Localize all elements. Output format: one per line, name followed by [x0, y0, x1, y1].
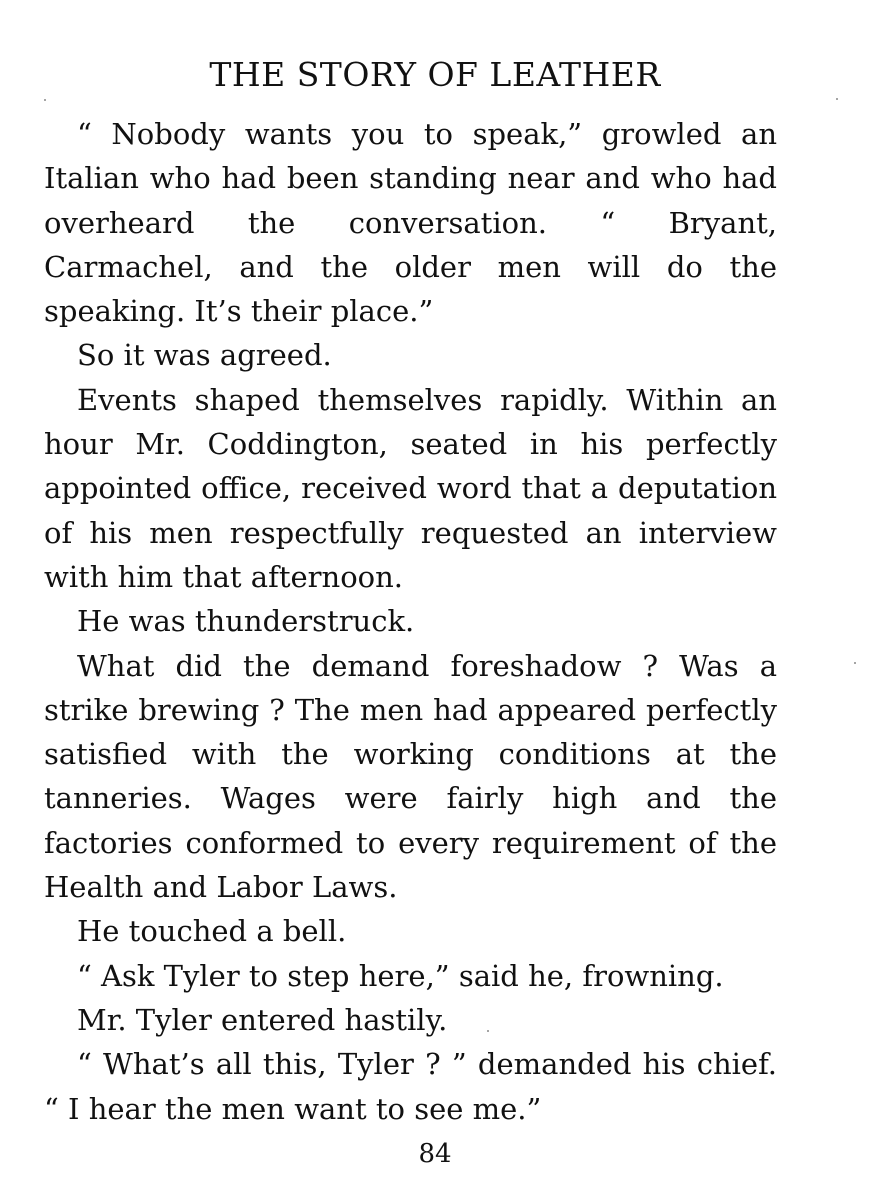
- running-head: THE STORY OF LEATHER: [209, 55, 661, 94]
- paragraph: Events shaped themselves rapidly. Within an hour Mr. Coddington, seated in his perfectly appointed office, received word that a deputation of his men respectfully requested an interview with him that afternoon.: [44, 382, 777, 594]
- body-text: [44, 112, 777, 1131]
- print-speck: [836, 98, 838, 100]
- print-speck: [487, 1030, 489, 1032]
- paragraph: So it was agreed.: [77, 338, 332, 373]
- print-speck: [44, 99, 46, 101]
- paragraph: Mr. Tyler entered hastily.: [77, 1002, 448, 1037]
- paragraph: He was thunderstruck.: [77, 604, 415, 639]
- paragraph: He touched a bell.: [77, 914, 347, 949]
- paragraph: What did the demand foreshadow ? Was a strike brewing ? The men had appeared perfectly satisfied with the working conditions at the tanneries. Wages were fairly high and the factories conformed to every requirement of the Health and Labor Laws.: [44, 648, 777, 905]
- print-speck: [854, 662, 856, 664]
- page-number: 84: [418, 1139, 452, 1169]
- paragraph: “ Nobody wants you to speak,” growled an Italian who had been standing near and who had overheard the conversation. “ Bryant, Carmachel, and the older men will do the speaking. It’s their place.”: [44, 117, 777, 329]
- paragraph: “ What’s all this, Tyler ? ” demanded his chief. “ I hear the men want to see me.”: [44, 1047, 777, 1126]
- paragraph: “ Ask Tyler to step here,” said he, frowning.: [77, 958, 724, 993]
